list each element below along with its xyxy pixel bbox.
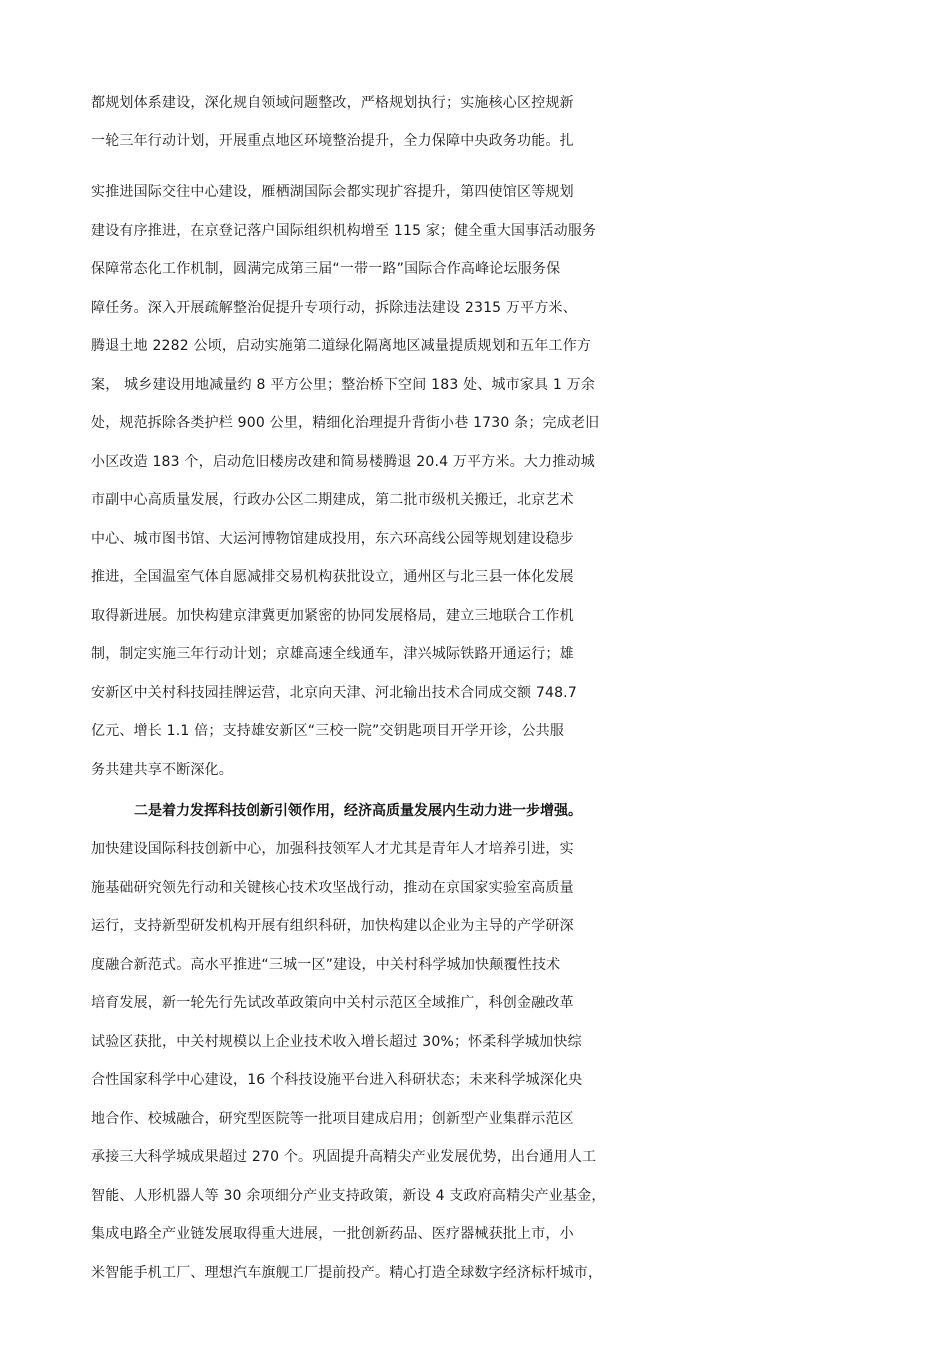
text-line: 中心、城市图书馆、大运河博物馆建成投用，东六环高线公园等规划建设稳步 bbox=[91, 531, 574, 547]
text-line: 度融合新范式。高水平推进“三城一区”建设，中关村科学城加快颠覆性技术 bbox=[91, 957, 561, 973]
text-line: 小区改造 183 个，启动危旧楼房改建和简易楼腾退 20.4 万平方米。大力推动城 bbox=[91, 454, 595, 470]
text-line: 米智能手机工厂、理想汽车旗舰工厂提前投产。精心打造全球数字经济标杆城市， bbox=[91, 1265, 603, 1281]
text-line: 培育发展，新一轮先行先试改革政策向中关村示范区全域推广，科创金融改革 bbox=[91, 995, 574, 1011]
text-line: 施基础研究领先行动和关键核心技术攻坚战行动，推动在京国家实验室高质量 bbox=[91, 880, 574, 896]
text-line: 市副中心高质量发展，行政办公区二期建成，第二批市级机关搬迁，北京艺术 bbox=[91, 492, 574, 508]
text-line: 腾退土地 2282 公顷，启动实施第二道绿化隔离地区减量提质规划和五年工作方 bbox=[91, 338, 592, 354]
text-line: 建设有序推进，在京登记落户国际组织机构增至 115 家；健全重大国事活动服务 bbox=[91, 223, 597, 239]
text-line: 都规划体系建设，深化规自领域问题整改，严格规划执行；实施核心区控规新 bbox=[91, 95, 574, 111]
text-line: 运行，支持新型研发机构开展有组织科研，加快构建以企业为主导的产学研深 bbox=[91, 918, 574, 934]
text-line: 合性国家科学中心建设，16 个科技设施平台进入科研状态；未来科学城深化央 bbox=[91, 1072, 583, 1088]
text-line: 实推进国际交往中心建设，雁栖湖国际会都实现扩容提升，第四使馆区等规划 bbox=[91, 184, 574, 200]
text-line: 处，规范拆除各类护栏 900 公里，精细化治理提升背街小巷 1730 条；完成老旧 bbox=[91, 415, 600, 431]
text-line: 地合作、校城融合，研究型医院等一批项目建成启用；创新型产业集群示范区 bbox=[91, 1111, 574, 1127]
text-line: 承接三大科学城成果超过 270 个。巩固提升高精尖产业发展优势，出台通用人工 bbox=[91, 1149, 597, 1165]
text-line: 障任务。深入开展疏解整治促提升专项行动，拆除违法建设 2315 万平方米、 bbox=[91, 300, 577, 316]
text-line: 亿元、增长 1.1 倍；支持雄安新区“三校一院”交钥匙项目开学开诊，公共服 bbox=[91, 723, 565, 739]
text-line: 集成电路全产业链发展取得重大进展，一批创新药品、医疗器械获批上市，小 bbox=[91, 1226, 574, 1242]
text-line: 试验区获批，中关村规模以上企业技术收入增长超过 30%；怀柔科学城加快综 bbox=[91, 1034, 582, 1050]
text-line: 推进，全国温室气体自愿减排交易机构获批设立，通州区与北三县一体化发展 bbox=[91, 569, 574, 585]
text-line: 务共建共享不断深化。 bbox=[91, 762, 233, 778]
text-line: 制，制定实施三年行动计划；京雄高速全线通车，津兴城际铁路开通运行；雄 bbox=[91, 646, 574, 662]
text-line: 案， 城乡建设用地减量约 8 平方公里；整治桥下空间 183 处、城市家具 1 万余 bbox=[91, 377, 596, 393]
text-line: 保障常态化工作机制，圆满完成第三届“一带一路”国际合作高峰论坛服务保 bbox=[91, 261, 561, 277]
text-line: 一轮三年行动计划，开展重点地区环境整治提升，全力保障中央政务功能。扎 bbox=[91, 133, 574, 149]
text-line: 取得新进展。加快构建京津冀更加紧密的协同发展格局，建立三地联合工作机 bbox=[91, 608, 574, 624]
text-line: 加快建设国际科技创新中心，加强科技领军人才尤其是青年人才培养引进，实 bbox=[91, 841, 574, 857]
text-line: 智能、人形机器人等 30 余项细分产业支持政策，新设 4 支政府高精尖产业基金， bbox=[91, 1188, 606, 1204]
text-line: 安新区中关村科技园挂牌运营，北京向天津、河北输出技术合同成交额 748.7 bbox=[91, 685, 577, 701]
section-2-heading: 二是着力发挥科技创新引领作用，经济高质量发展内生动力进一步增强。 bbox=[134, 803, 582, 819]
